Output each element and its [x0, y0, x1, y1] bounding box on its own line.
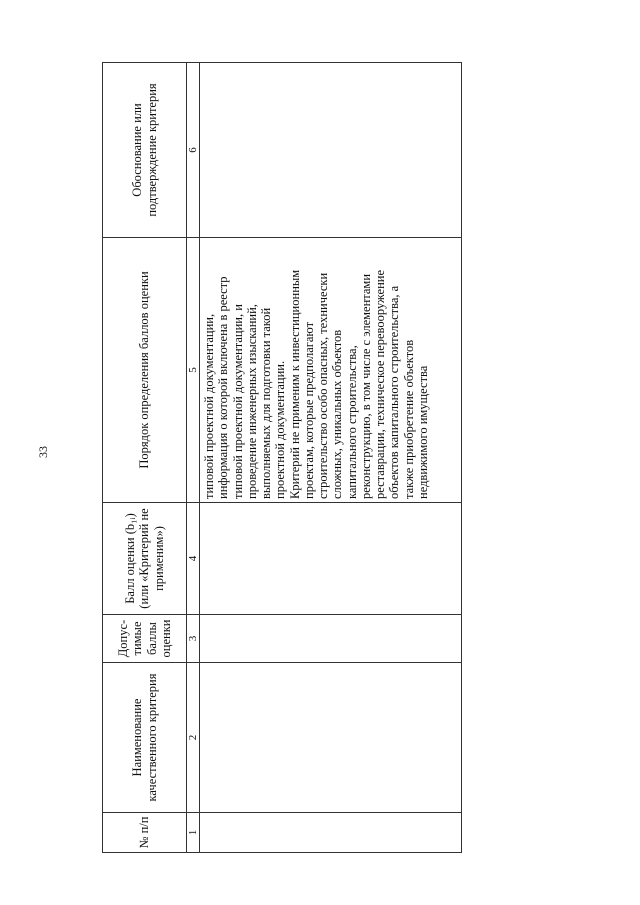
column-number: 3 [187, 615, 200, 663]
column-number-row [187, 63, 200, 853]
table-row [200, 63, 462, 853]
cell-criterion-name [200, 663, 462, 813]
header-score: Балл оценки (b₁ᵢ) (или «Критерий не применим») [103, 503, 187, 615]
column-number: 1 [187, 813, 200, 853]
cell-number [200, 813, 462, 853]
column-number: 5 [187, 238, 200, 503]
column-number: 2 [187, 663, 200, 813]
criteria-table [102, 62, 462, 853]
header-number: № п/п [103, 813, 187, 853]
header-row [103, 63, 187, 853]
header-justification: Обоснование или подтверждение критерия [103, 63, 187, 238]
header-scoring-procedure: Порядок определения баллов оценки [103, 238, 187, 503]
page-number: 33 [36, 446, 50, 458]
header-allowed-scores: Допус-тимые баллы оценки [103, 615, 187, 663]
cell-justification [200, 63, 462, 238]
rotated-table-wrapper [102, 63, 462, 853]
column-number: 4 [187, 503, 200, 615]
cell-scoring-procedure: типовой проектной документации, информация о которой включена в реестр типовой проектной документации, и проведение инженерных изысканий, выполняемых для подготовки такой проектной документации. Критерий не применим к инвестиционным проектам, которые предполагают строительство особо опасных, технически сложных, уникальных объектов капитального строительства, реконструкцию, в том числе с элементами реставрации, техническое перевооружение объектов капитального строительства, а также приобретение объектов недвижимого имущества [200, 238, 462, 503]
header-criterion-name: Наименование качественного критерия [103, 663, 187, 813]
cell-score [200, 503, 462, 615]
column-number: 6 [187, 63, 200, 238]
cell-allowed-scores [200, 615, 462, 663]
